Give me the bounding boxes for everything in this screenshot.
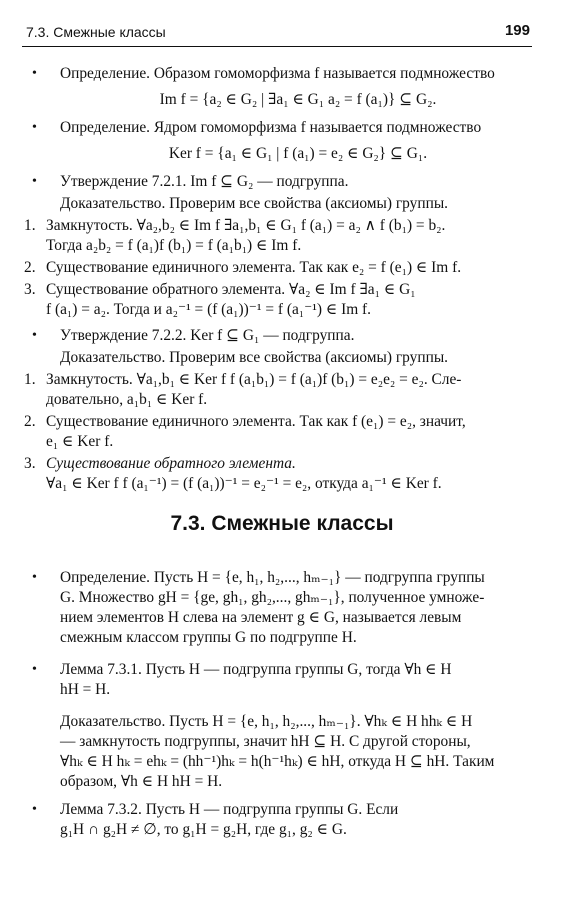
- text-line: Определение. Пусть H = {e, h₁, h₂,..., hₘ₋₁} — подгруппа группы: [60, 569, 485, 586]
- text-line: ∀a₁ ∈ Ker f f (a₁⁻¹) = (f (a₁))⁻¹ = e₂⁻¹ = e₂, откуда a₁⁻¹ ∈ Ker f.: [46, 475, 442, 492]
- text-line: ∀hₖ ∈ H hₖ = ehₖ = (hh⁻¹)hₖ = h(h⁻¹hₖ) ∈ hH, откуда H ⊆ hH. Таким: [60, 753, 495, 770]
- text-line: Определение. Образом гомоморфизма f называется подмножество: [60, 65, 495, 82]
- lemma-7-3-2: [22, 800, 536, 840]
- definition-kernel: [22, 118, 536, 138]
- step-number: 2.: [24, 259, 36, 276]
- step-number: 3.: [24, 455, 36, 472]
- running-header: [22, 22, 532, 47]
- section-heading: 7.3. Смежные классы: [170, 512, 394, 535]
- proof-step-inverse: [22, 280, 536, 320]
- text-line: Утверждение 7.2.1. Im f ⊆ G₂ — подгруппа.: [60, 173, 349, 190]
- page-number: 199: [504, 22, 530, 39]
- bullet: •: [32, 66, 37, 81]
- proof-step-inverse: [22, 454, 536, 494]
- lemma-7-3-1: [22, 660, 536, 700]
- definition-left-coset: [22, 568, 536, 648]
- text-line: f (a₁) = a₂. Тогда и a₂⁻¹ = (f (a₁))⁻¹ = f (a₁⁻¹) ∈ Im f.: [46, 301, 372, 318]
- bullet: •: [32, 802, 37, 817]
- step-number: 1.: [24, 371, 36, 388]
- text-line: Лемма 7.3.1. Пусть H — подгруппа группы G, тогда ∀h ∈ H: [60, 661, 452, 678]
- proof-intro: [22, 348, 536, 368]
- step-number: 2.: [24, 413, 36, 430]
- statement-7-2-1: [22, 172, 536, 192]
- definition-image: [22, 64, 536, 84]
- text-line: Доказательство. Проверим все свойства (аксиомы) группы.: [60, 349, 449, 366]
- text-line: Доказательство. Проверим все свойства (аксиомы) группы.: [60, 195, 449, 212]
- text-line: Тогда a₂b₂ = f (a₁)f (b₁) = f (a₁b₁) ∈ Im f.: [46, 237, 302, 254]
- text-line: Существование единичного элемента. Так как e₂ = f (e₁) ∈ Im f.: [46, 259, 462, 276]
- header-title: 7.3. Смежные классы: [26, 24, 166, 40]
- proof-step-closure: [22, 370, 536, 410]
- text-line: смежным классом группы G по подгруппе H.: [60, 629, 357, 646]
- text-line: Замкнутость. ∀a₂,b₂ ∈ Im f ∃a₁,b₁ ∈ G₁ f (a₁) = a₂ ∧ f (b₁) = b₂.: [46, 217, 446, 234]
- text-line: Лемма 7.3.2. Пусть H — подгруппа группы G. Если: [60, 801, 399, 818]
- text-line: нием элементов H слева на элемент g ∈ G, называется левым: [60, 609, 462, 626]
- text-line: образом, ∀h ∈ H hH = H.: [60, 773, 223, 790]
- proof-step-closure: [22, 216, 536, 256]
- proof-intro: [22, 194, 536, 214]
- bullet: •: [32, 570, 37, 585]
- text-line: — замкнутость подгруппы, значит hH ⊆ H. С другой стороны,: [60, 733, 471, 750]
- bullet: •: [32, 328, 37, 343]
- text-line: Замкнутость. ∀a₁,b₁ ∈ Ker f f (a₁b₁) = f (a₁)f (b₁) = e₂e₂ = e₂. Сле-: [46, 371, 462, 388]
- step-number: 1.: [24, 217, 36, 234]
- text-line: e₁ ∈ Ker f.: [46, 433, 114, 450]
- text-line: Существование обратного элемента.: [46, 455, 296, 472]
- text-line: g₁H ∩ g₂H ≠ ∅, то g₁H = g₂H, где g₁, g₂ ∈ G.: [60, 821, 347, 838]
- formula-image: Im f = {a₂ ∈ G₂ | ∃a₁ ∈ G₁ a₂ = f (a₁)} ⊆ G₂.: [159, 91, 437, 108]
- step-number: 3.: [24, 281, 36, 298]
- proof-lemma-7-3-1: [22, 712, 536, 792]
- text-line: довательно, a₁b₁ ∈ Ker f.: [46, 391, 208, 408]
- bullet: •: [32, 120, 37, 135]
- statement-7-2-2: [22, 326, 536, 346]
- text-line: Существование единичного элемента. Так как f (e₁) = e₂, значит,: [46, 413, 466, 430]
- proof-step-identity: [22, 412, 536, 452]
- proof-step-identity: [22, 258, 536, 278]
- bullet: •: [32, 174, 37, 189]
- text-line: hH = H.: [60, 681, 111, 698]
- text-line: Определение. Ядром гомоморфизма f называется подмножество: [60, 119, 482, 136]
- text-line: G. Множество gH = {ge, gh₁, gh₂,..., ghₘ₋₁}, полученное умноже-: [60, 589, 485, 606]
- formula-kernel: Ker f = {a₁ ∈ G₁ | f (a₁) = e₂ ∈ G₂} ⊆ G₁.: [168, 145, 428, 162]
- text-line: Существование обратного элемента. ∀a₂ ∈ Im f ∃a₁ ∈ G₁: [46, 281, 416, 298]
- bullet: •: [32, 662, 37, 677]
- text-line: Доказательство. Пусть H = {e, h₁, h₂,..., hₘ₋₁}. ∀hₖ ∈ H hhₖ ∈ H: [60, 713, 473, 730]
- text-line: Утверждение 7.2.2. Ker f ⊆ G₁ — подгруппа.: [60, 327, 355, 344]
